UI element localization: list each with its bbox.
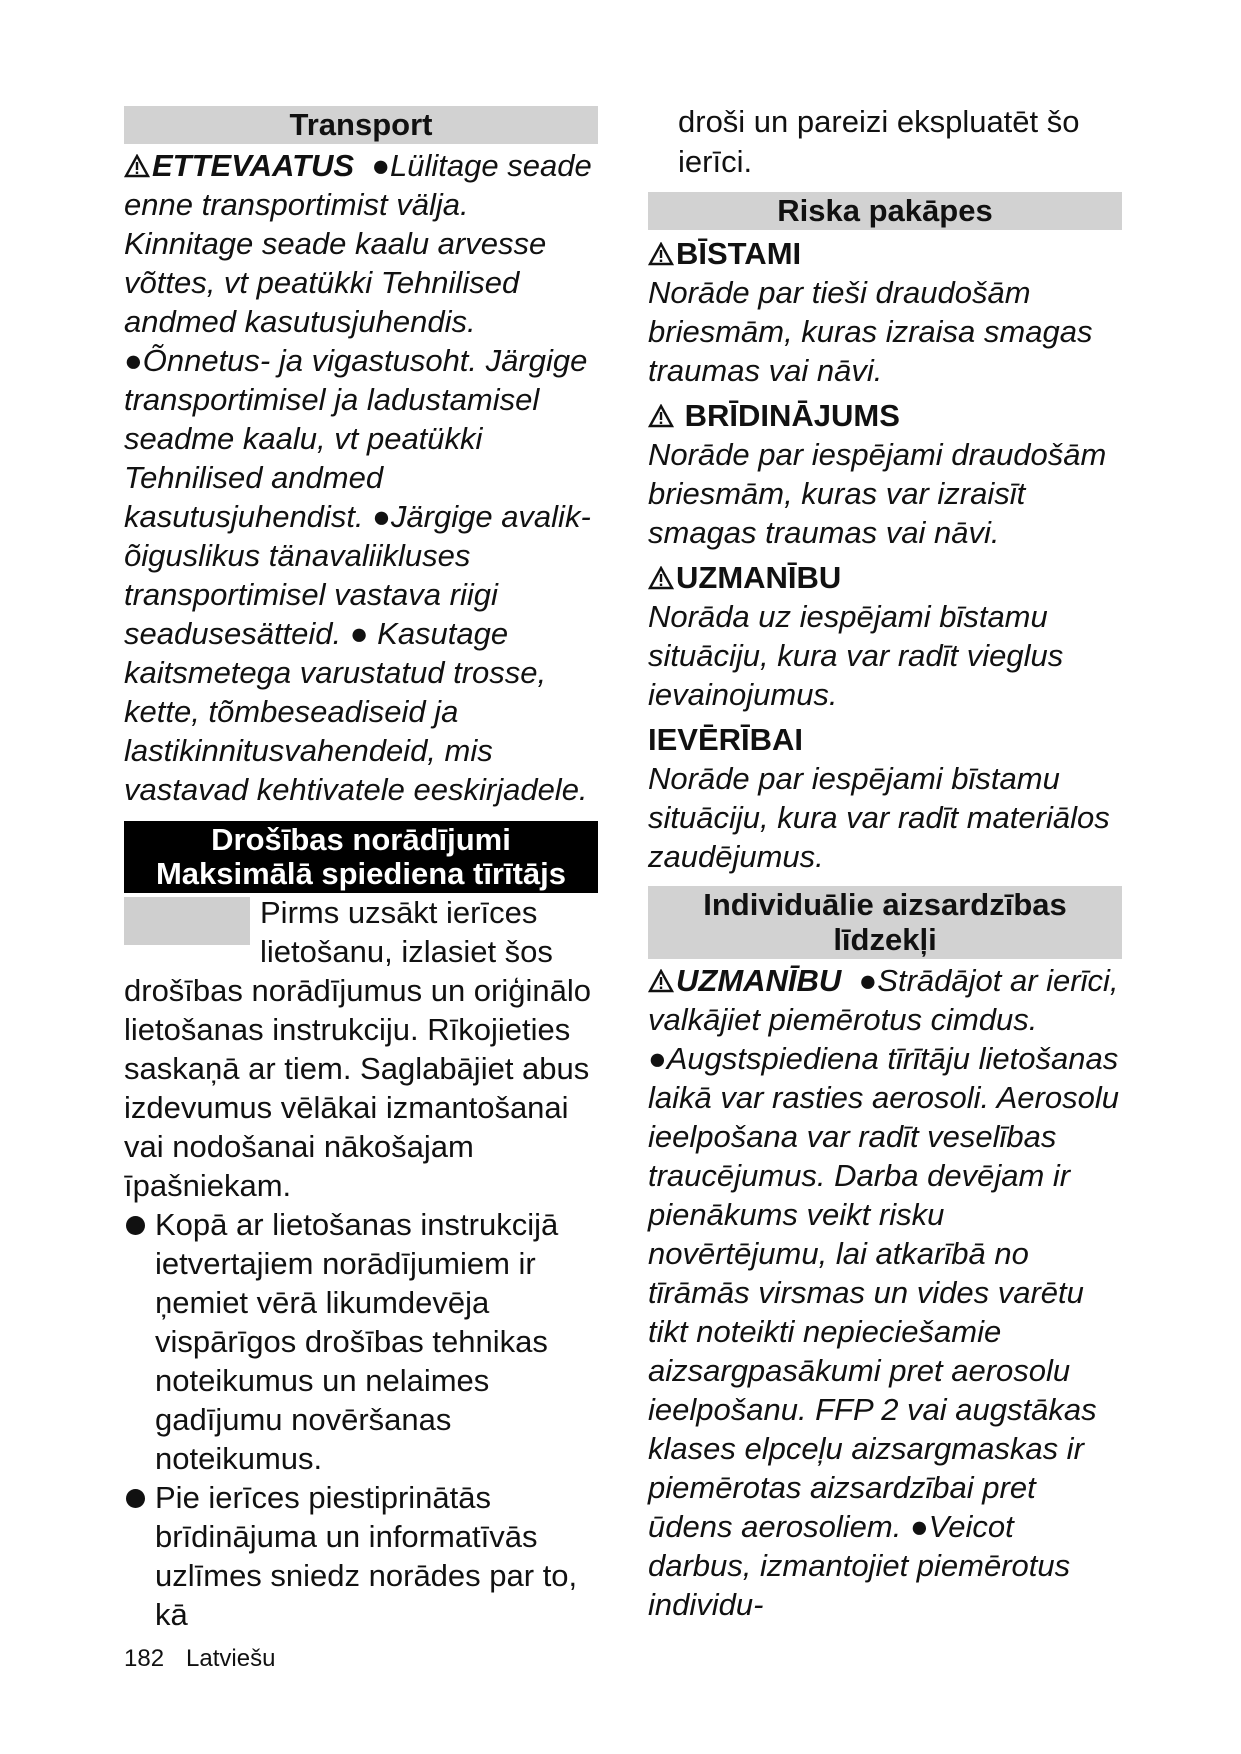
- continuation-text: droši un pareizi ekspluatēt šo ierīci.: [678, 104, 1080, 179]
- safety-heading-line1: Drošības norādījumi: [211, 822, 511, 857]
- caution-text: Norāda uz iespējami bīstamu situāciju, kura var radīt vieglus ievainojumus.: [648, 599, 1064, 712]
- danger-text: Norāde par tieši draudošām briesmām, kuras izraisa smagas traumas vai nāvi.: [648, 275, 1093, 388]
- safety-bullet-list: [124, 1205, 598, 1634]
- warning-label: BRĪDINĀJUMS: [648, 396, 1122, 435]
- ppe-text-1: Strādājot ar ierīci, valkājiet piemērotus cimdus.: [648, 963, 1119, 1037]
- warning-triangle-icon: [648, 404, 674, 428]
- ppe-heading-line1: Individuālie aizsardzības: [703, 887, 1067, 922]
- list-item: Kopā ar lietošanas instrukcijā ietvertajiem norādījumiem ir ņemiet vērā likumdevēja vispārīgos drošības tehnikas noteikumus un nelaimes gadījumu novēršanas noteikumus.: [124, 1205, 598, 1478]
- transport-heading: Transport: [124, 106, 598, 144]
- warning-triangle-icon: [124, 154, 150, 178]
- read-manual-symbol: [124, 897, 250, 945]
- transport-section: ETTEVAATUS ●Lülitage seade enne transportimist välja. Kinnitage seade kaalu arvesse võttes, vt peatükki Tehnilised andmed kasutusjuhendis. ●Õnnetus- ja vigastusoht. Järgige transportimisel ja ladustamisel seadme kaalu, vt peatükki Tehnilised andmed kasutusjuhendist. ●Järgige avalik-õiguslikus tänavaliikluses transportimisel vastava riigi seadusesätteid. ● Kasutage kaitsmetega varustatud trosse, kette, tõmbeseadiseid ja lastikinnitusvahendeid, mis vastavad kehtivatele eeskirjadele.: [124, 148, 592, 807]
- notice-label: IEVĒRĪBAI: [648, 722, 804, 757]
- warning-text: Norāde par iespējami draudošām briesmām, kuras var izraisīt smagas traumas vai nāvi.: [648, 437, 1107, 550]
- intro-paragraph: [124, 893, 598, 1205]
- warning-triangle-icon: [648, 242, 674, 266]
- transport-text-4: Kasutage kaitsmetega varustatud trosse, kette, tõmbeseadiseid ja lastikinnitusvahendeid, mis vastavad kehtivatele eeskirjadele.: [124, 616, 588, 807]
- bullet-icon: [126, 1216, 145, 1235]
- ppe-heading: [648, 886, 1122, 959]
- footer-language: Latviešu: [186, 1645, 276, 1672]
- warning-triangle-icon: [648, 566, 674, 590]
- notice-text: Norāde par iespējami bīstamu situāciju, kura var radīt materiālos zaudējumus.: [648, 761, 1110, 874]
- ppe-caution-label: UZMANĪBU: [648, 963, 841, 998]
- transport-text-3: Järgige avalik-õiguslikus tänavaliikluses transportimisel vastava riigi seadusesätteid.: [124, 499, 591, 651]
- right-column: [648, 106, 1122, 1624]
- bullet-icon: [126, 1489, 145, 1508]
- intro-text: Pirms uzsākt ierīces lietošanu, izlasiet šos drošības norādījumus un oriģinālo lietošanas instrukciju. Rīkojieties saskaņā ar tiem. Saglabājiet abus izdevumus vēlākai izmantošanai vai nodošanai nākošajam īpašniekam.: [124, 895, 591, 1203]
- warning-triangle-icon: [648, 969, 674, 993]
- warning-label: ETTEVAATUS: [124, 148, 354, 183]
- ppe-heading-line2: līdzekļi: [833, 922, 937, 957]
- list-item: Pie ierīces piestiprinātās brīdinājuma un informatīvās uzlīmes sniedz norādes par to, kā: [124, 1478, 598, 1634]
- safety-heading: [124, 821, 598, 893]
- caution-label: UZMANĪBU: [648, 558, 1122, 597]
- risk-heading: Riska pakāpes: [648, 192, 1122, 230]
- ppe-section: UZMANĪBU ●Strādājot ar ierīci, valkājiet piemērotus cimdus. ●Augstspiediena tīrītāju lietošanas laikā var rasties aerosoli. Aerosolu ieelpošana var radīt veselības traucējumus. Darba devējam ir pienākums veikt risku novērtējumu, lai atkarībā no tīrāmās virsmas un vides varētu tikt noteikti nepieciešamie aizsargpasākumi pret aerosolu ieelpošanu. FFP 2 vai augstākas klases elpceļu aizsargmaskas ir piemērotas aizsardzībai pret ūdens aerosoliem. ●Veicot darbus, izmantojiet piemērotus individu-: [648, 963, 1119, 1622]
- ppe-text-3: Veicot darbus, izmantojiet piemērotus individu-: [648, 1509, 1071, 1622]
- transport-text-1: Lülitage seade enne transportimist välja. Kinnitage seade kaalu arvesse võttes, vt peatükki Tehnilised andmed kasutusjuhendis.: [124, 148, 592, 339]
- safety-heading-line2: Maksimālā spiediena tīrītājs: [155, 856, 567, 891]
- page-footer: [124, 1645, 297, 1673]
- ppe-text-2: Augstspiediena tīrītāju lietošanas laikā var rasties aerosoli. Aerosolu ieelpošana var radīt veselības traucējumus. Darba devējam ir pienākums veikt risku novērtējumu, lai atkarībā no tīrāmās virsmas un vides varētu tikt noteikti nepieciešamie aizsargpasākumi pret aerosolu ieelpošanu. FFP 2 vai augstākas klases elpceļu aizsargmaskas ir piemērotas aizsardzībai pret ūdens aerosoliem.: [648, 1041, 1119, 1544]
- page-number: 182: [124, 1645, 165, 1672]
- left-column: [124, 106, 598, 1634]
- transport-text-2: Õnnetus- ja vigastusoht. Järgige transportimisel ja ladustamisel seadme kaalu, vt peatükki Tehnilised andmed kasutusjuhendist.: [124, 343, 588, 534]
- danger-label: BĪSTAMI: [648, 234, 1122, 273]
